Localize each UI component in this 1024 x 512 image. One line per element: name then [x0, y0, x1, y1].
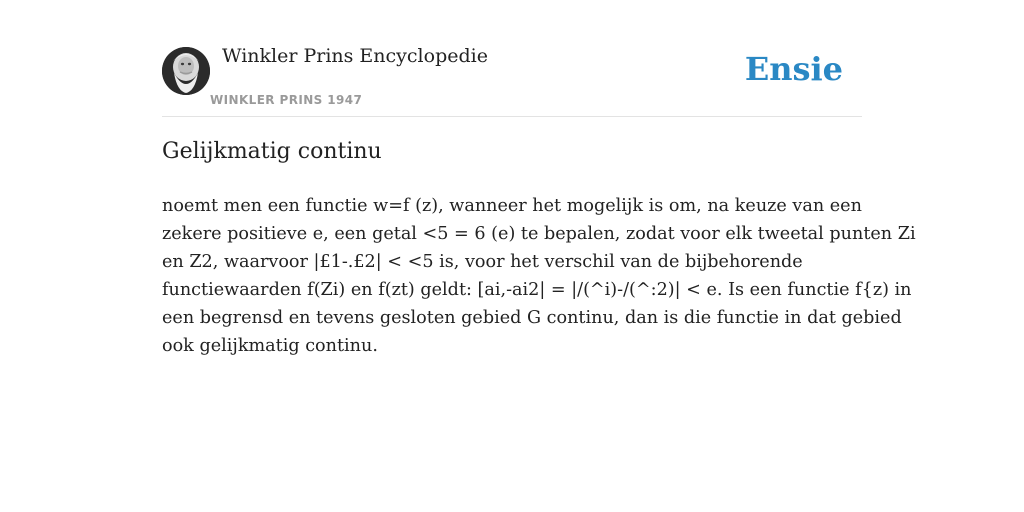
source-subtitle: WINKLER PRINS 1947 [210, 93, 363, 107]
article-body-line: noemt men een functie w=f (z), wanneer het mogelijk is om, na keuze van een [162, 196, 862, 216]
source-header [162, 0, 862, 117]
ensie-logo-link[interactable]: Ensie [744, 50, 843, 88]
bearded-man-portrait-icon [162, 47, 210, 95]
article-body [162, 192, 916, 360]
article-body-line: ook gelijkmatig continu. [162, 336, 378, 356]
article-body-line: en Z2, waarvoor |£1-.£2| < <5 is, voor het verschil van de bijbehorende [162, 252, 803, 272]
article-title: Gelijkmatig continu [162, 139, 382, 164]
article-body-line: zekere positieve e, een getal <5 = 6 (e) te bepalen, zodat voor elk tweetal punten Zi [162, 224, 916, 244]
article-body-line: functiewaarden f(Zi) en f(zt) geldt: [ai,-ai2| = |/(^i)-/(^:2)| < e. Is een functie f{z) in [162, 280, 912, 300]
source-avatar[interactable] [162, 47, 210, 95]
source-title-link[interactable]: Winkler Prins Encyclopedie [222, 45, 488, 67]
article-body-line: een begrensd en tevens gesloten gebied G continu, dan is die functie in dat gebied [162, 308, 902, 328]
